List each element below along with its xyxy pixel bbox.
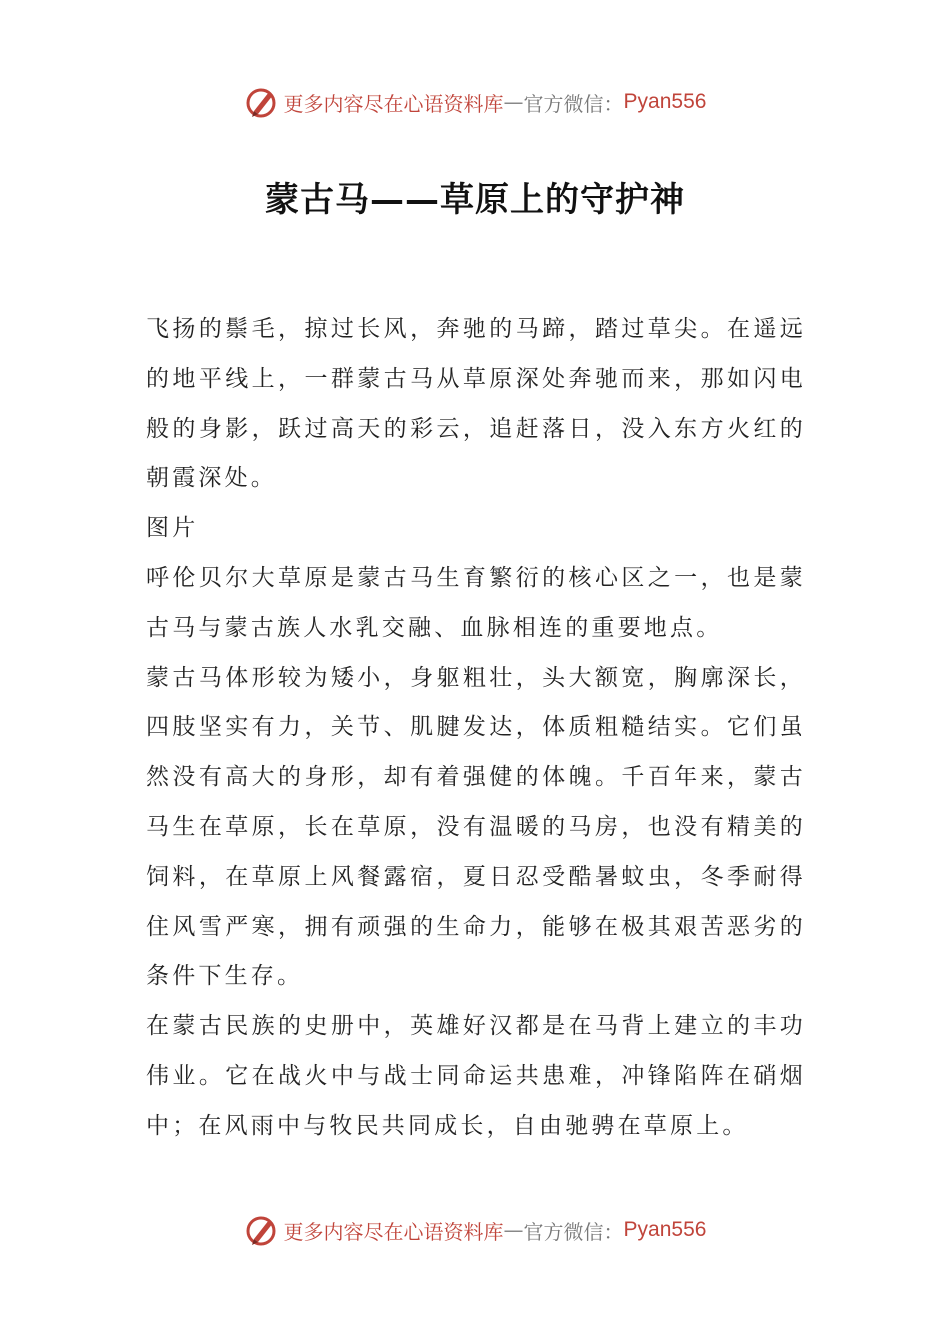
article-body [146,305,806,1152]
footer-separator: — [503,1218,524,1242]
header-banner [0,80,950,124]
footer-brand-text: 更多内容尽在心语资料库 [283,1219,504,1244]
footer-wechat-label: 官方微信： [523,1219,624,1244]
pen-circle-logo-icon [244,84,280,120]
header-wechat-label: 官方微信： [523,91,624,116]
footer-banner [0,1208,950,1252]
header-wechat-id: Pyan556 [623,90,707,113]
header-separator: — [503,90,524,114]
article-paragraph-3: 蒙古马体形较为矮小，身躯粗壮，头大额宽，胸廓深长，四肢坚实有力，关节、肌腱发达，体质粗糙结实。它们虽然没有高大的身形，却有着强健的体魄。千百年来，蒙古马生在草原，长在草原，没有温暖的马房，也没有精美的饲料，在草原上风餐露宿，夏日忍受酷暑蚊虫，冬季耐得住风雪严寒，拥有顽强的生命力，能够在极其艰苦恶劣的条件下生存。 [146,664,806,990]
header-brand-text: 更多内容尽在心语资料库 [283,91,504,116]
article-paragraph-2: 呼伦贝尔大草原是蒙古马生育繁衍的核心区之一，也是蒙古马与蒙古族人水乳交融、血脉相连的重要地点。 [146,564,806,641]
pen-circle-logo-icon [244,1212,280,1248]
article-paragraph-4: 在蒙古民族的史册中，英雄好汉都是在马背上建立的丰功伟业。它在战火中与战士同命运共患难，冲锋陷阵在硝烟中；在风雨中与牧民共同成长，自由驰骋在草原上。 [146,1013,806,1139]
image-placeholder-text: 图片 [146,515,199,542]
footer-wechat-id: Pyan556 [623,1218,707,1241]
article-paragraph-1: 飞扬的鬃毛，掠过长风，奔驰的马蹄，踏过草尖。在遥远的地平线上，一群蒙古马从草原深处奔驰而来，那如闪电般的身影，跃过高天的彩云，追赶落日，没入东方火红的朝霞深处。 [146,316,806,492]
article-title: 蒙古马——草原上的守护神 [265,180,685,220]
